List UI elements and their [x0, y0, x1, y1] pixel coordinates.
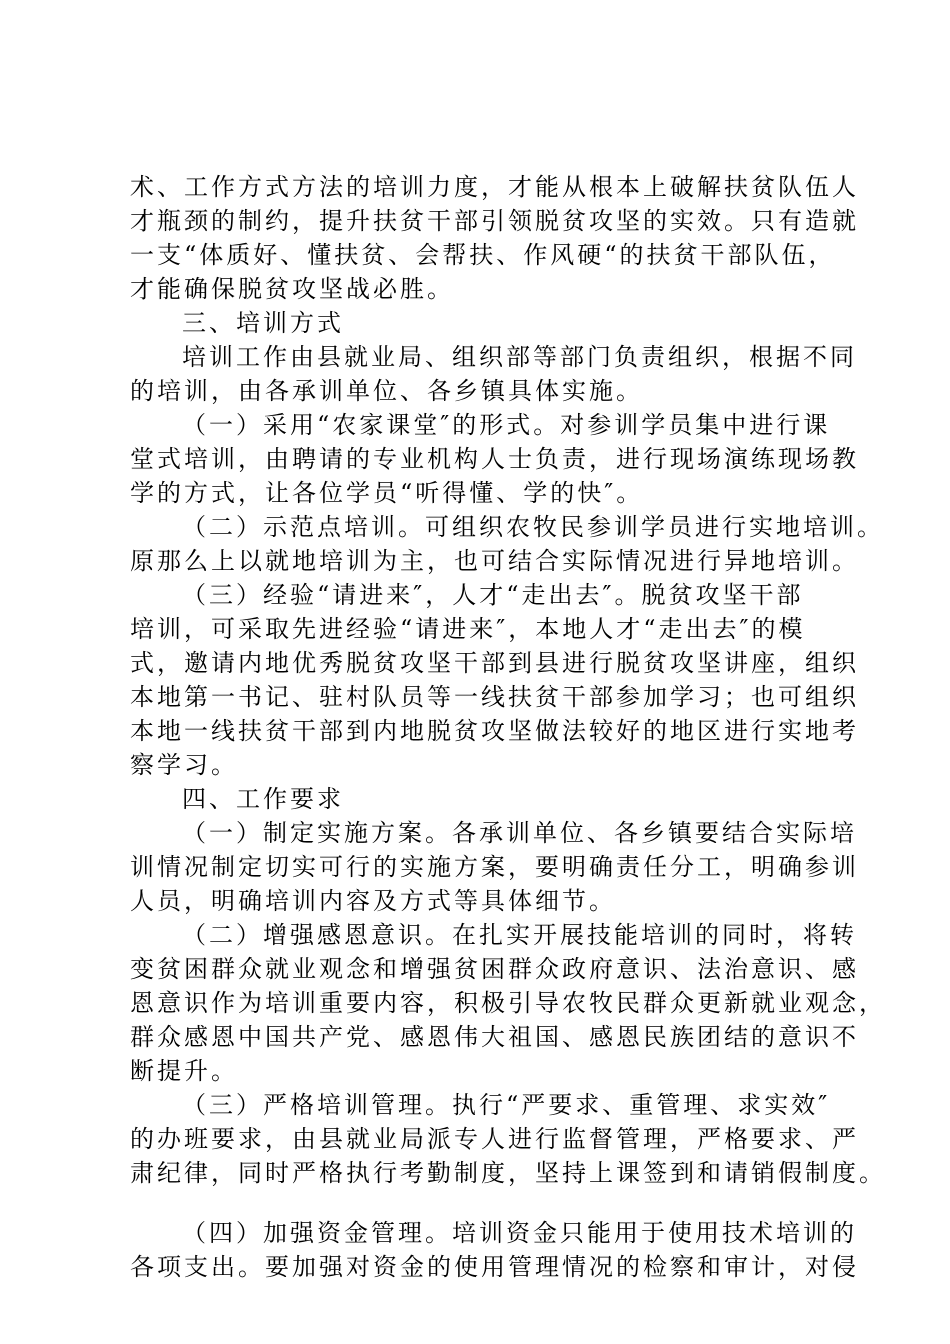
text-line: 各项支出。要加强对资金的使用管理情况的检察和审计，对侵 — [130, 1253, 859, 1281]
text-line: 的培训，由各承训单位、各乡镇具体实施。 — [130, 377, 643, 405]
text-line: 一支“体质好、懂扶贫、会帮扶、作风硬“的扶贫干部队伍， — [130, 241, 836, 269]
text-line: 断提升。 — [130, 1057, 238, 1085]
text-line: （二）示范点培训。可组织农牧民参训学员进行实地培训。 — [182, 513, 884, 541]
text-line: 肃纪律，同时严格执行考勤制度，坚持上课签到和请销假制度。 — [130, 1159, 886, 1187]
text-line: 变贫困群众就业观念和增强贫困群众政府意识、法治意识、感 — [130, 955, 859, 983]
text-line: 培训，可采取先进经验“请进来″，本地人才“走出去″的模 — [130, 615, 806, 643]
text-line: 才能确保脱贫攻坚战必胜。 — [130, 275, 454, 303]
text-line: （一）采用“农家课堂″的形式。对参训学员集中进行课 — [182, 411, 831, 439]
text-line: 式，邀请内地优秀脱贫攻坚干部到县进行脱贫攻坚讲座，组织 — [130, 649, 859, 677]
text-line: （一）制定实施方案。各承训单位、各乡镇要结合实际培 — [182, 819, 857, 847]
text-line: 训情况制定切实可行的实施方案，要明确责任分工，明确参训 — [130, 853, 859, 881]
text-line: 培训工作由县就业局、组织部等部门负责组织，根据不同 — [182, 343, 857, 371]
text-line: （三）严格培训管理。执行“严要求、重管理、求实效″ — [182, 1091, 831, 1119]
text-line: 本地第一书记、驻村队员等一线扶贫干部参加学习；也可组织 — [130, 683, 859, 711]
text-line: （四）加强资金管理。培训资金只能用于使用技术培训的 — [182, 1219, 857, 1247]
text-line: 学的方式，让各位学员“听得懂、学的快″。 — [130, 479, 644, 507]
section-heading: 三、培训方式 — [182, 309, 344, 337]
paragraph-gap — [130, 1190, 830, 1216]
text-line: （三）经验“请进来″，人才“走出去″。脱贫攻坚干部 — [182, 581, 804, 609]
text-line: （二）增强感恩意识。在扎实开展技能培训的同时，将转 — [182, 921, 857, 949]
document-body — [130, 170, 886, 1284]
text-line: 堂式培训，由聘请的专业机构人士负责，进行现场演练现场教 — [130, 445, 859, 473]
text-line: 原那么上以就地培训为主，也可结合实际情况进行异地培训。 — [130, 547, 859, 575]
text-line: 群众感恩中国共产党、感恩伟大祖国、感恩民族团结的意识不 — [130, 1023, 859, 1051]
text-line: 才瓶颈的制约，提升扶贫干部引领脱贫攻坚的实效。只有造就 — [130, 207, 859, 235]
text-line: 本地一线扶贫干部到内地脱贫攻坚做法较好的地区进行实地考 — [130, 717, 859, 745]
text-line: 的办班要求，由县就业局派专人进行监督管理，严格要求、严 — [130, 1125, 859, 1153]
text-line: 恩意识作为培训重要内容，积极引导农牧民群众更新就业观念， — [130, 989, 886, 1017]
text-line: 人员，明确培训内容及方式等具体细节。 — [130, 887, 616, 915]
section-heading: 四、工作要求 — [182, 785, 344, 813]
text-line: 察学习。 — [130, 751, 238, 779]
text-line: 术、工作方式方法的培训力度，才能从根本上破解扶贫队伍人 — [130, 173, 859, 201]
